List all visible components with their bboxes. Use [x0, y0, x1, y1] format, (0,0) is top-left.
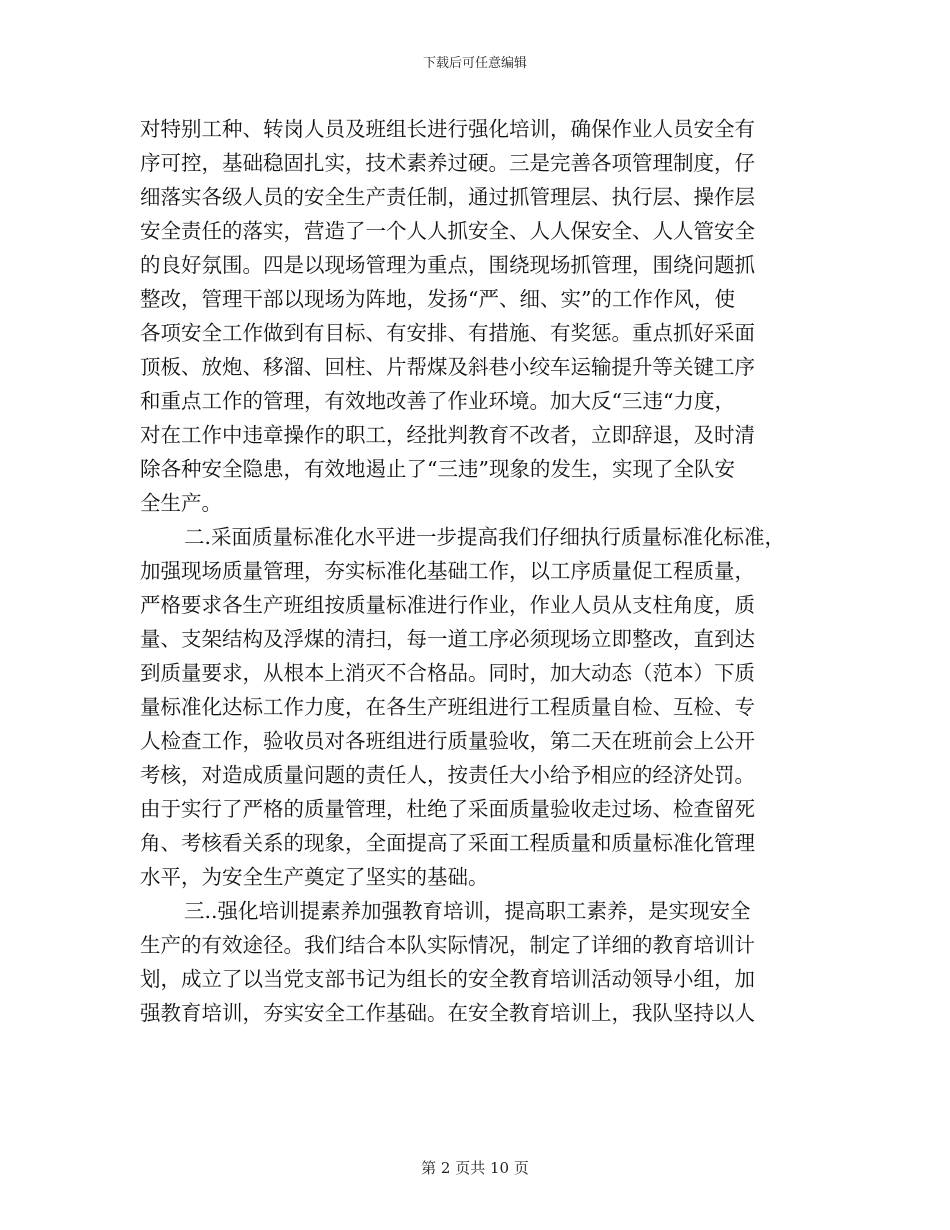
text-line: 安全责任的落实，营造了一个人人抓安全、人人保安全、人人管安全 [140, 219, 755, 243]
text-line: 水平，为安全生产奠定了坚实的基础。 [140, 865, 489, 889]
text-line: 量、支架结构及浮煤的清扫，每一道工序必须现场立即整改，直到达 [140, 627, 755, 651]
text-line: 划，成立了以当党支部书记为组长的安全教育培训活动领导小组，加 [140, 967, 755, 991]
text-line: 整改，管理干部以现场为阵地，发扬“严、细、实”的工作作风，使 [140, 287, 735, 311]
text-line: 由于实行了严格的质量管理，杜绝了采面质量验收走过场、检查留死 [140, 797, 755, 821]
text-line: 细落实各级人员的安全生产责任制，通过抓管理层、执行层、操作层 [140, 185, 755, 209]
text-line: 的良好氛围。四是以现场管理为重点，围绕现场抓管理，围绕问题抓 [140, 253, 755, 277]
text-line: 序可控，基础稳固扎实，技术素养过硬。三是完善各项管理制度，仔 [140, 151, 755, 175]
text-line: 人检查工作，验收员对各班组进行质量验收，第二天在班前会上公开 [140, 729, 755, 753]
text-line: 严格要求各生产班组按质量标准进行作业，作业人员从支柱角度，质 [140, 593, 755, 617]
text-line: 对在工作中违章操作的职工，经批判教育不改者，立即辞退，及时清 [140, 423, 755, 447]
text-line: 各项安全工作做到有目标、有安排、有措施、有奖惩。重点抓好采面 [140, 321, 755, 345]
text-line: 顶板、放炮、移溜、回柱、片帮煤及斜巷小绞车运输提升等关键工序 [140, 355, 755, 379]
body-text [140, 112, 820, 1030]
text-line: 考核，对造成质量问题的责任人，按责任大小给予相应的经济处罚。 [140, 763, 755, 787]
text-line: 除各种安全隐患，有效地遏止了“三违”现象的发生，实现了全队安 [140, 457, 735, 481]
section-heading-line: 二.采面质量标准化水平进一步提高我们仔细执行质量标准化标准， [184, 525, 786, 549]
text-line: 加强现场质量管理，夯实标准化基础工作，以工序质量促工程质量， [140, 559, 755, 583]
page-header: 下载后可任意编辑 [422, 56, 527, 71]
text-line: 强教育培训，夯实安全工作基础。在安全教育培训上，我队坚持以人 [140, 1001, 755, 1025]
text-line: 生产的有效途径。我们结合本队实际情况，制定了详细的教育培训计 [140, 933, 755, 957]
section-heading-line: 三..强化培训提素养加强教育培训，提高职工素养，是实现安全 [184, 899, 751, 923]
text-line: 和重点工作的管理，有效地改善了作业环境。加大反“三违“力度， [140, 389, 735, 413]
text-line: 量标准化达标工作力度，在各生产班组进行工程质量自检、互检、专 [140, 695, 755, 719]
text-line: 到质量要求，从根本上消灭不合格品。同时，加大动态（范本）下质 [140, 661, 755, 685]
page-number-footer: 第 2 页共 10 页 [421, 1159, 529, 1177]
text-line: 角、考核看关系的现象，全面提高了采面工程质量和质量标准化管理 [140, 831, 755, 855]
text-line: 全生产。 [140, 491, 222, 515]
text-line: 对特别工种、转岗人员及班组长进行强化培训，确保作业人员安全有 [140, 117, 755, 141]
